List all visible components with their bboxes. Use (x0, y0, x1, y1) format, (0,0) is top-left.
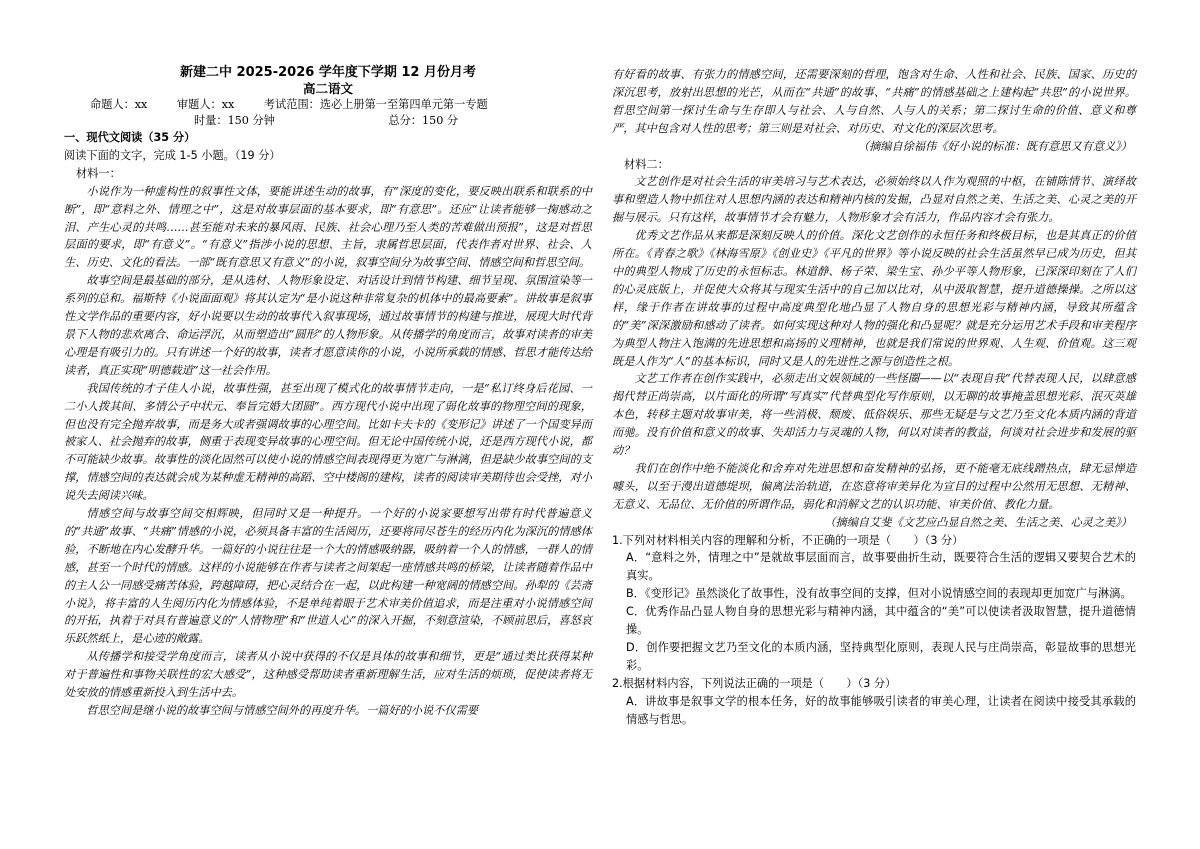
question-2-stem: 2.根据材料内容，下列说法正确的一项是（ ）（3 分） (612, 676, 897, 690)
exam-meta-row-1 (64, 97, 592, 113)
proposer: 命题人：xx (90, 98, 148, 111)
material-1-label: 材料一： (76, 166, 121, 180)
material-2-paragraph: 文艺创作是对社会生活的审美培习与艺术表达，必须始终以人作为观照的中枢，在铺陈情节、演绎故事和塑造人物中抓住对人思想内涵的表达和精神内核的发掘，凸显对自然之美、生活之美、心灵之美的开掘与展示。只有这样，故事情节才会有魅力，人物形象才会有活力，作品内容才会有张力。 (612, 175, 1136, 225)
exam-subject: 高二语文 (302, 81, 353, 96)
material-1-continuation: 有好看的故事、有张力的情感空间，还需要深刻的哲理，饱含对生命、人性和社会、民族、国家、历史的深沉思考，放射出思想的光芒，从而在“共通”的故事、“共痛”的情感基础之上建构起“共思”的小说世界。哲思空间第一探讨生命与生存即人与社会、人与自然、人与人的关系；第二探讨生命的价值、意义和尊严，其中包含对人性的思考；第三则是对社会、对历史、对文化的深层次思考。 (612, 68, 1136, 135)
section-heading: 一、现代文阅读（35 分） (64, 131, 196, 144)
exam-score: 总分：150 分 (388, 114, 459, 127)
section-instruction: 阅读下面的文字，完成 1-5 小题。（19 分） (64, 148, 281, 162)
exam-title: 新建二中 2025-2026 学年度下学期 12 月份月考 (180, 65, 476, 80)
material-1-paragraph: 小说作为一种虚构性的叙事性文体，要能讲述生动的故事，有“深度的变化，要反映出联系和联系的中断”，即“意料之外、情理之中”，这是对故事层面的基本要求，即“有意思”。还应“让读者能够一掬感动之泪、产生心灵的共鸣……甚至能对未来的暴风雨、民族、社会心理乃至人类的苦难做出预报”，这是对哲思层面的要求，即“有意义”。“有意义”指涉小说的思想、主旨，隶属哲思层面，代表作者对世界、社会、人生、历史、文化的看法。一部“既有意思又有意义”的小说，叙事空间分为故事空间、情感空间和哲思空间。 (64, 184, 592, 270)
question-1-option-a: A．“意料之外，情理之中”是就故事层面而言，故事要曲折生动，既要符合生活的逻辑又要契合艺术的真实。 (626, 551, 1136, 583)
exam-meta-row-2 (64, 113, 592, 129)
material-1-paragraph: 故事空间是最基础的部分，是从选材、人物形象设定、对话设计到情节构建、细节呈现、氛围渲染等一系列的总和。福斯特《小说面面观》将其认定为“是小说这种非常复杂的机体中的最高要素”。讲故事是叙事性文学作品的重要内容，好小说要以生动的故事代入叙事现场，通过故事情节的构建与推进，展现大时代背景下人物的悲欢离合、命运浮沉，从而塑造出“圆形”的人物形象。从传播学的角度而言，故事对读者的审美心理是有吸引力的。只有讲述一个好的故事，读者才愿意读你的小说，小说所承载的情感、哲思才能传达给读者，真正实现“明德载道”这一社会作用。 (64, 274, 592, 377)
material-1-paragraph: 哲思空间是继小说的故事空间与情感空间外的再度升华。一篇好的小说不仅需要 (86, 704, 478, 717)
material-2-source: （摘编自艾斐《文艺应凸显自然之美、生活之美、心灵之美》） (824, 515, 1132, 529)
left-column (64, 64, 592, 720)
material-1-paragraph: 从传播学和接受学角度而言，读者从小说中获得的不仅是具体的故事和细节，更是“通过类比获得某种对于普遍性和事物关联性的宏大感受”，这种感受帮助读者重新理解生活，应对生活的烦琐，促使读者将无处安放的情感重新投入到生活中去。 (64, 650, 592, 700)
question-2-option-a: A．讲故事是叙事文学的根本任务，好的故事能够吸引读者的审美心理，让读者在阅读中接受其承载的情感与哲思。 (626, 694, 1136, 726)
material-2-label: 材料二： (624, 157, 669, 171)
material-1-paragraph: 我国传统的才子佳人小说，故事性强，甚至出现了模式化的故事情节走向，一是“私订终身后花园、一二小人拨其间、多情公子中状元、奉旨完婚大团圆”。西方现代小说中出现了弱化故事的物理空间的现象，但也没有完全抛弃故事，而是务大或者强调故事的心理空间。比如卡夫卡的《变形记》讲述了一个国变异而被家人、社会抛弃的故事，侧重于表现变异故事的心理空间。但无论中国传统小说，还是西方现代小说，都不可能缺少故事。故事性的淡化固然可以使小说的情感空间表现得更为宽广与淋漓，但是缺少故事空间的支撑，情感空间的表达就会成为某种虚无精神的高蹈、空中楼阁的建构，读者的阅读审美期待也会受挫，对小说失去阅读兴味。 (64, 381, 592, 503)
material-2-paragraph: 文艺工作者在创作实践中，必须走出文娱领域的一些怪圈——以“表现自我”代替表现人民，以肆意感揭代替正尚崇高，以片面化的所谓“写真实”代替典型化写作原则，以无聊的故事掩盖思想光彩、泯灭英雄本色，转移主题对故事审美，将一些消极、颓废、低俗娱乐、那些无疑是与文艺乃至文化本质内涵的背道而驰。没有价值和意义的故事、失却活力与灵魂的人物，何以对读者的教益，何谈对社会进步和发展的驱动？ (612, 372, 1136, 458)
exam-time: 时量：150 分钟 (194, 114, 275, 127)
question-1-stem: 1.下列对材料相关内容的理解和分析，不正确的一项是（ ）（3 分） (612, 533, 964, 547)
question-1-option-d: D．创作要把握文艺乃至文化的本质内涵，坚持典型化原则，表现人民与庄尚崇高，彰显故事的思想光彩。 (626, 641, 1136, 672)
material-1-paragraph: 情感空间与故事空间交相辉映，但同时又是一种提升。一个好的小说家要想写出带有时代普遍意义的“共通”故事、“共痛”情感的小说，必须具备丰富的生活阅历，还要将同尽苍生的经历内化为深沉的情感体验，不断地在内心发酵升华。一篇好的小说往往是一个大的情感吸纳器，吸纳着一个人的情感，一群人的情感，甚至一个时代的情感。这样的小说能够在作者与读者之间架起一座情感共鸣的桥梁，让读者随着作品中的主人公一同感受痛苦体验，跨越障碍，把心灵结合在一起，以此构建一种宽阔的情感空间。孙犁的《芸斋小说》，将丰富的人生阅历内化为情感体验，不是单纯着眼于艺术审美价值追求，而是注重对小说情感空间的开拓，执着于对具有普遍意义的“人情物理”和“世道人心”的深入开掘，不刻意渲染，不顾前思后，喜怒哀乐跃然纸上，是心迹的敞露。 (64, 507, 592, 646)
right-column (612, 66, 1136, 729)
question-1-option-b: B．《变形记》虽然淡化了故事性，没有故事空间的支撑，但对小说情感空间的表现却更加宽广与淋漓。 (626, 587, 1132, 601)
material-2-paragraph: 优秀文艺作品从来都是深刻反映人的价值。深化文艺创作的永恒任务和终极目标，也是其真正的价值所在。《青春之歌》《林海雪原》《创业史》《平凡的世界》等小说反映的社会生活虽然早已成为历史，但其中的典型人物成了历史的永恒标志。林道静、杨子荣、梁生宝、孙少平等人物形象，已深深印刻在了人们的心灵底版上，并促使大众将其与现实生活中的自己加以比对，从中汲取智慧，提升道德操操。之所以这样，缘于作者在讲故事的过程中高度典型化地凸显了人物自身的思想光彩与精神内涵，导致其所蕴含的“美”深深激励和感动了读者。如何实现这种对人物的强化和凸显呢？就是充分运用艺术手段和审美程序为典型人物注入饱满的先进思想和高扬的义理精神，也就是我们常说的世界观、人生观、价值观。这三观既是人作为“人”的基本标识，同时又是人的先进性之源与创造性之根。 (612, 229, 1136, 368)
exam-scope: 考试范围：选必上册第一至第四单元第一专题 (263, 98, 488, 111)
reviewer: 审题人：xx (176, 98, 235, 111)
material-1-source: （摘编自徐福伟《好小说的标准：既有意思又有意义》） (857, 139, 1132, 153)
question-1-option-c: C．优秀作品凸显人物自身的思想光彩与精神内涵，其中蕴含的“美”可以使读者汲取智慧，提升道德情操。 (626, 605, 1136, 637)
material-2-paragraph: 我们在创作中绝不能淡化和舍弃对先进思想和奋发精神的弘扬，更不能毫无底线蹭热点，肆无忌惮造噱头，以至于漫出道德堤坝，偏离法治轨道，在恣意将审美异化为宣目的过程中公然用无思想、无精神、无意义、无品位、无价值的所谓作品，弱化和消解文艺的认识功能、审美价值、教化力量。 (612, 461, 1136, 511)
